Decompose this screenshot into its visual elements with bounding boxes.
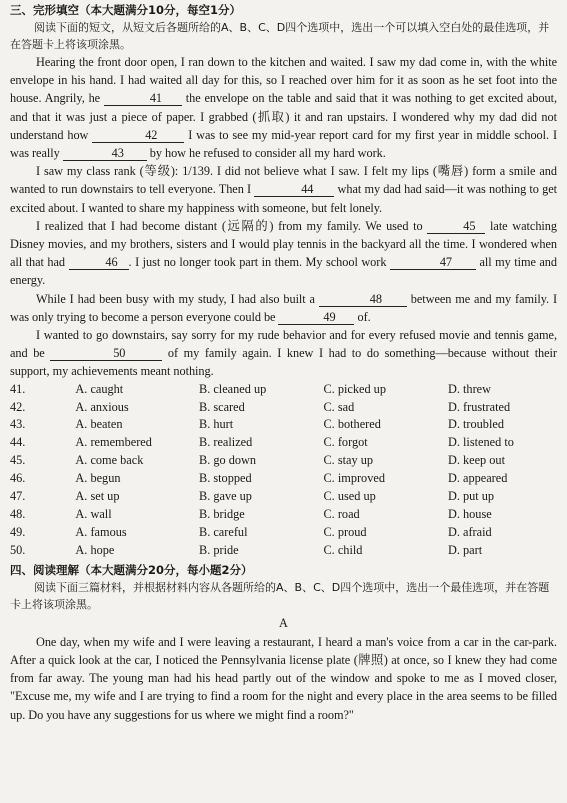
blank-43: 43 bbox=[63, 147, 147, 161]
section-4-instruction: 阅读下面三篇材料，并根据材料内容从各题所给的A、B、C、D四个选项中，选出一个最佳选项，并在答题卡上将该项涂黑。 bbox=[10, 580, 550, 611]
question-number: 50. bbox=[10, 542, 26, 557]
option-b: B. bridge bbox=[199, 507, 245, 521]
blank-45: 45 bbox=[427, 220, 485, 234]
option-row-48 bbox=[10, 506, 557, 524]
text: . I just no longer took part in them. My school work bbox=[128, 255, 390, 270]
question-number: 44. bbox=[10, 435, 26, 450]
option-a: A. come back bbox=[75, 453, 144, 468]
passage-paragraph-4 bbox=[10, 290, 557, 326]
option-d: D. afraid bbox=[447, 524, 492, 539]
option-b: B. gave up bbox=[199, 489, 252, 504]
option-a: A. begun bbox=[75, 471, 121, 486]
text: late watching Disney movies, and my brothers, sisters and I would play tennis in the backyard all the time. I wondered when all that had bbox=[10, 218, 557, 270]
blank-46: 46 bbox=[69, 256, 129, 270]
option-a: A. beaten bbox=[75, 417, 123, 432]
question-number: 48. bbox=[10, 507, 26, 521]
text: I realized that I had become distant (远隔的) from my family. We used to bbox=[36, 218, 428, 233]
answer-options bbox=[10, 381, 557, 560]
option-d: D. threw bbox=[447, 381, 491, 396]
option-c: C. stay up bbox=[323, 453, 374, 468]
section-4-title: 四、阅读理解（本大题满分20分，每小题2分） bbox=[10, 562, 253, 577]
option-b: B. cleaned up bbox=[199, 381, 267, 396]
section-3-instruction: 阅读下面的短文，从短文后各题所给的A、B、C、D四个选项中，选出一个可以填入空白处的最佳选项，并在答题卡上将该项涂黑。 bbox=[10, 21, 550, 51]
option-b: B. pride bbox=[199, 542, 239, 557]
option-b: B. careful bbox=[199, 524, 248, 539]
text: I saw my class rank (等级): 1/139. I did not believe what I saw. I felt my lips (嘴唇) form a smile and wanted to run downstairs to tell everyone. Then I bbox=[10, 164, 557, 197]
option-c: C. proud bbox=[323, 524, 367, 539]
question-number: 41. bbox=[10, 381, 26, 396]
option-b: B. scared bbox=[199, 399, 245, 414]
passage-paragraph-1 bbox=[10, 53, 557, 162]
text: I wanted to go downstairs, say sorry for my rude behavior and for every refused movie and tennis game, and be bbox=[10, 328, 557, 361]
option-b: B. go down bbox=[199, 453, 257, 468]
section-3-title: 三、完形填空（本大题满分10分，每空1分） bbox=[10, 3, 242, 17]
option-row-44 bbox=[10, 434, 557, 452]
option-row-46 bbox=[10, 470, 557, 488]
text: between me and my family. I was only trying to become a person everyone could be bbox=[10, 291, 557, 324]
question-number: 43. bbox=[10, 417, 26, 432]
option-a: A. caught bbox=[75, 381, 124, 396]
text: by how he refused to consider all my hard work. bbox=[146, 146, 386, 161]
blank-47: 47 bbox=[390, 256, 476, 270]
text: Hearing the front door open, I ran down to the kitchen and waited. I saw my dad come in, with the white envelope in his hand. I had waited all day for this, so I reached over him for it as soon as he set foot into the house. Angrily, he bbox=[10, 55, 557, 106]
option-d: D. frustrated bbox=[447, 399, 511, 414]
option-row-43 bbox=[10, 416, 557, 434]
option-a: A. famous bbox=[75, 524, 127, 539]
option-row-45 bbox=[10, 452, 557, 470]
option-c: C. bothered bbox=[323, 417, 381, 432]
option-c: C. sad bbox=[323, 399, 355, 414]
text: all my time and energy. bbox=[10, 255, 557, 288]
option-a: A. wall bbox=[75, 507, 112, 521]
blank-50: 50 bbox=[50, 347, 162, 361]
option-row-42 bbox=[10, 399, 557, 417]
question-number: 47. bbox=[10, 489, 26, 504]
option-c: C. picked up bbox=[323, 381, 386, 396]
option-row-47 bbox=[10, 488, 557, 506]
option-d: D. keep out bbox=[447, 453, 505, 468]
option-c: C. forgot bbox=[323, 435, 368, 450]
question-number: 46. bbox=[10, 471, 26, 486]
option-a: A. hope bbox=[75, 542, 115, 557]
question-number: 49. bbox=[10, 524, 26, 539]
text: of. bbox=[354, 309, 371, 324]
option-b: B. stopped bbox=[199, 471, 252, 486]
option-d: D. listened to bbox=[447, 435, 514, 450]
blank-48: 48 bbox=[319, 293, 407, 307]
option-row-41 bbox=[10, 381, 557, 399]
option-a: A. anxious bbox=[75, 399, 129, 414]
passage-paragraph-3 bbox=[10, 217, 557, 290]
option-a: A. set up bbox=[75, 489, 120, 504]
passage-paragraph-5 bbox=[10, 326, 557, 381]
option-d: D. house bbox=[447, 507, 492, 521]
passage-paragraph-2 bbox=[10, 162, 557, 217]
option-b: B. hurt bbox=[199, 417, 234, 432]
option-d: D. appeared bbox=[447, 471, 508, 486]
question-number: 45. bbox=[10, 453, 26, 468]
option-d: D. troubled bbox=[447, 417, 504, 432]
text: I was to see my mid-year report card for my first year in middle school. I was really bbox=[10, 127, 558, 161]
blank-42: 42 bbox=[92, 129, 184, 143]
option-row-50 bbox=[10, 542, 557, 560]
text: the envelope on the table and said that it was nothing to get excited about, and that it was just a piece of paper. I grabbed (抓取) it and ran upstairs. I wondered why my dad did not understand how bbox=[10, 91, 557, 142]
option-row-49 bbox=[10, 524, 557, 542]
option-c: C. road bbox=[323, 507, 360, 521]
blank-41: 41 bbox=[104, 92, 182, 106]
text: of my family again. I knew I had to do something—because without their support, my achievements meant nothing. bbox=[10, 346, 557, 379]
text: what my dad had said—it was nothing to get excited about. I wanted to share my happiness with someone, but felt lonely. bbox=[10, 182, 557, 215]
passage-a-label: A bbox=[279, 615, 288, 630]
option-c: C. used up bbox=[323, 489, 376, 504]
option-c: C. improved bbox=[323, 471, 385, 486]
blank-49: 49 bbox=[278, 311, 354, 325]
option-b: B. realized bbox=[199, 435, 253, 450]
option-d: D. put up bbox=[447, 489, 495, 504]
question-number: 42. bbox=[10, 399, 26, 414]
option-c: C. child bbox=[323, 542, 363, 557]
blank-44: 44 bbox=[254, 183, 334, 197]
exam-page bbox=[0, 2, 567, 803]
passage-a-text: One day, when my wife and I were leaving a restaurant, I heard a man's voice from a car in the car-park. After a quick look at the car, I noticed the Pennsylvania license plate (牌照) at once, so I knew they had come from far away. The young man had his head partly out of the window and spoke to me as I moved closer, "Excuse me, my wife and I are trying to find a room for the night and every place in the area seems to be filled up. Do you have any suggestions for us where we might find a room?" bbox=[10, 634, 557, 722]
text: While I had been busy with my study, I had also built a bbox=[36, 291, 319, 306]
option-a: A. remembered bbox=[75, 435, 152, 450]
option-d: D. part bbox=[447, 542, 483, 557]
